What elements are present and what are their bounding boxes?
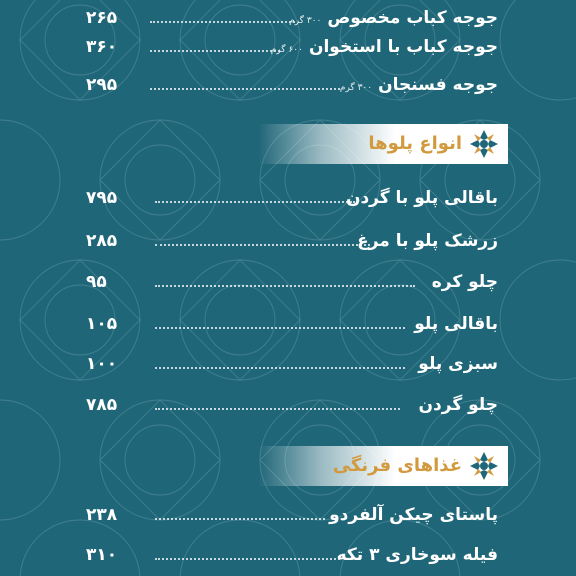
section-header-pilaf	[258, 124, 508, 164]
section-header-foreign	[258, 446, 508, 486]
leader-dots	[155, 558, 340, 560]
item-price: ۲۳۸	[86, 505, 118, 525]
menu-item[interactable]	[0, 32, 576, 62]
leader-dots	[155, 285, 415, 287]
section-ornament-icon	[468, 450, 500, 482]
leader-dots	[155, 201, 355, 203]
menu-item[interactable]	[0, 267, 576, 297]
item-name: جوجه کباب مخصوص۳۰۰ گرم	[289, 8, 498, 28]
item-name: جوجه فسنجان۳۰۰ گرم	[339, 75, 498, 95]
leader-dots	[155, 408, 400, 410]
leader-dots	[150, 88, 340, 90]
menu-item[interactable]	[0, 309, 576, 339]
item-name: چلو کره	[431, 272, 498, 292]
leader-dots	[155, 327, 405, 329]
item-name: جوجه کباب با استخوان۶۰۰ گرم	[270, 37, 498, 57]
item-name: سبزی پلو	[418, 354, 498, 374]
section-title: انواع پلوها	[368, 133, 462, 154]
item-weight: ۳۰۰ گرم	[289, 16, 322, 26]
item-weight: ۳۰۰ گرم	[339, 83, 373, 93]
menu-item[interactable]	[0, 226, 576, 256]
item-price: ۱۰۵	[86, 314, 118, 334]
item-price: ۷۸۵	[86, 395, 118, 415]
item-name: چلو گردن	[418, 395, 498, 415]
leader-dots	[150, 50, 280, 52]
item-price: ۳۱۰	[86, 545, 118, 565]
item-price: ۱۰۰	[86, 354, 118, 374]
item-price: ۳۶۰	[86, 37, 118, 57]
menu-item[interactable]	[0, 183, 576, 213]
item-price: ۲۶۵	[86, 8, 118, 28]
menu-item[interactable]	[0, 3, 576, 33]
item-price: ۹۵	[86, 272, 107, 292]
menu-item[interactable]	[0, 70, 576, 100]
item-name: فیله سوخاری ۳ تکه	[336, 545, 498, 565]
item-price: ۲۸۵	[86, 231, 118, 251]
item-weight: ۶۰۰ گرم	[270, 45, 303, 55]
leader-dots	[155, 518, 325, 520]
leader-dots	[155, 367, 405, 369]
menu-item[interactable]	[0, 349, 576, 379]
leader-dots	[155, 244, 370, 246]
leader-dots	[150, 21, 295, 23]
section-ornament-icon	[468, 128, 500, 160]
item-price: ۲۹۵	[86, 75, 118, 95]
item-name: زرشک پلو با مرغ	[357, 231, 498, 251]
item-price: ۷۹۵	[86, 188, 118, 208]
item-name: باقالی پلو	[414, 314, 498, 334]
item-name: باقالی پلو با گردن	[345, 188, 498, 208]
menu-item[interactable]	[0, 540, 576, 570]
menu-item[interactable]	[0, 390, 576, 420]
item-name: پاستای چیکن آلفردو	[329, 505, 498, 525]
section-title: غذاهای فرنگی	[332, 455, 462, 476]
menu-item[interactable]	[0, 500, 576, 530]
